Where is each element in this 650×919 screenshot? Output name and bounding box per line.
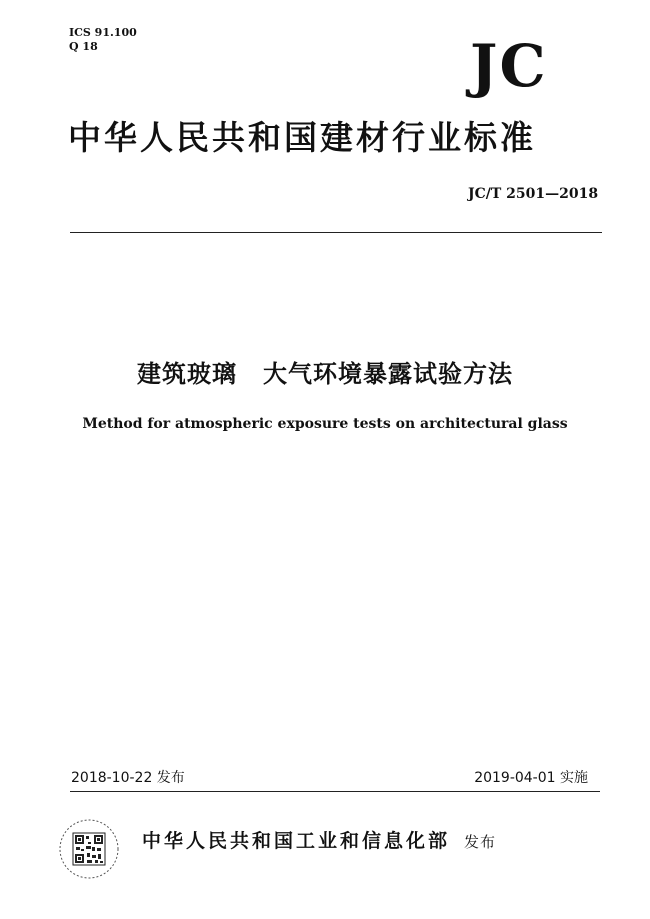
implementation-date: 2019-04-01 实施 (474, 770, 588, 786)
standard-code: JC/T 2501—2018 (468, 186, 599, 202)
ccs-code: Q 18 (69, 40, 98, 53)
publisher-name: 中华人民共和国工业和信息化部 (142, 830, 451, 852)
document-title-part2: 大气环境暴露试验方法 (263, 360, 513, 388)
standard-series-title: 中华人民共和国建材行业标准 (68, 118, 536, 157)
classification-codes (69, 26, 137, 54)
ics-code: ICS 91.100 (69, 26, 137, 39)
document-title-part1: 建筑玻璃 (137, 360, 237, 388)
footer-divider (70, 791, 600, 792)
qr-code-icon (58, 818, 120, 880)
publish-label: 发布 (464, 833, 497, 851)
header-divider (70, 232, 602, 233)
document-title-english: Method for atmospheric exposure tests on architectural glass (82, 416, 568, 432)
issue-date: 2018-10-22 发布 (71, 770, 185, 786)
jc-logo: JC (470, 32, 548, 100)
document-title (0, 354, 650, 389)
publisher (142, 826, 496, 853)
